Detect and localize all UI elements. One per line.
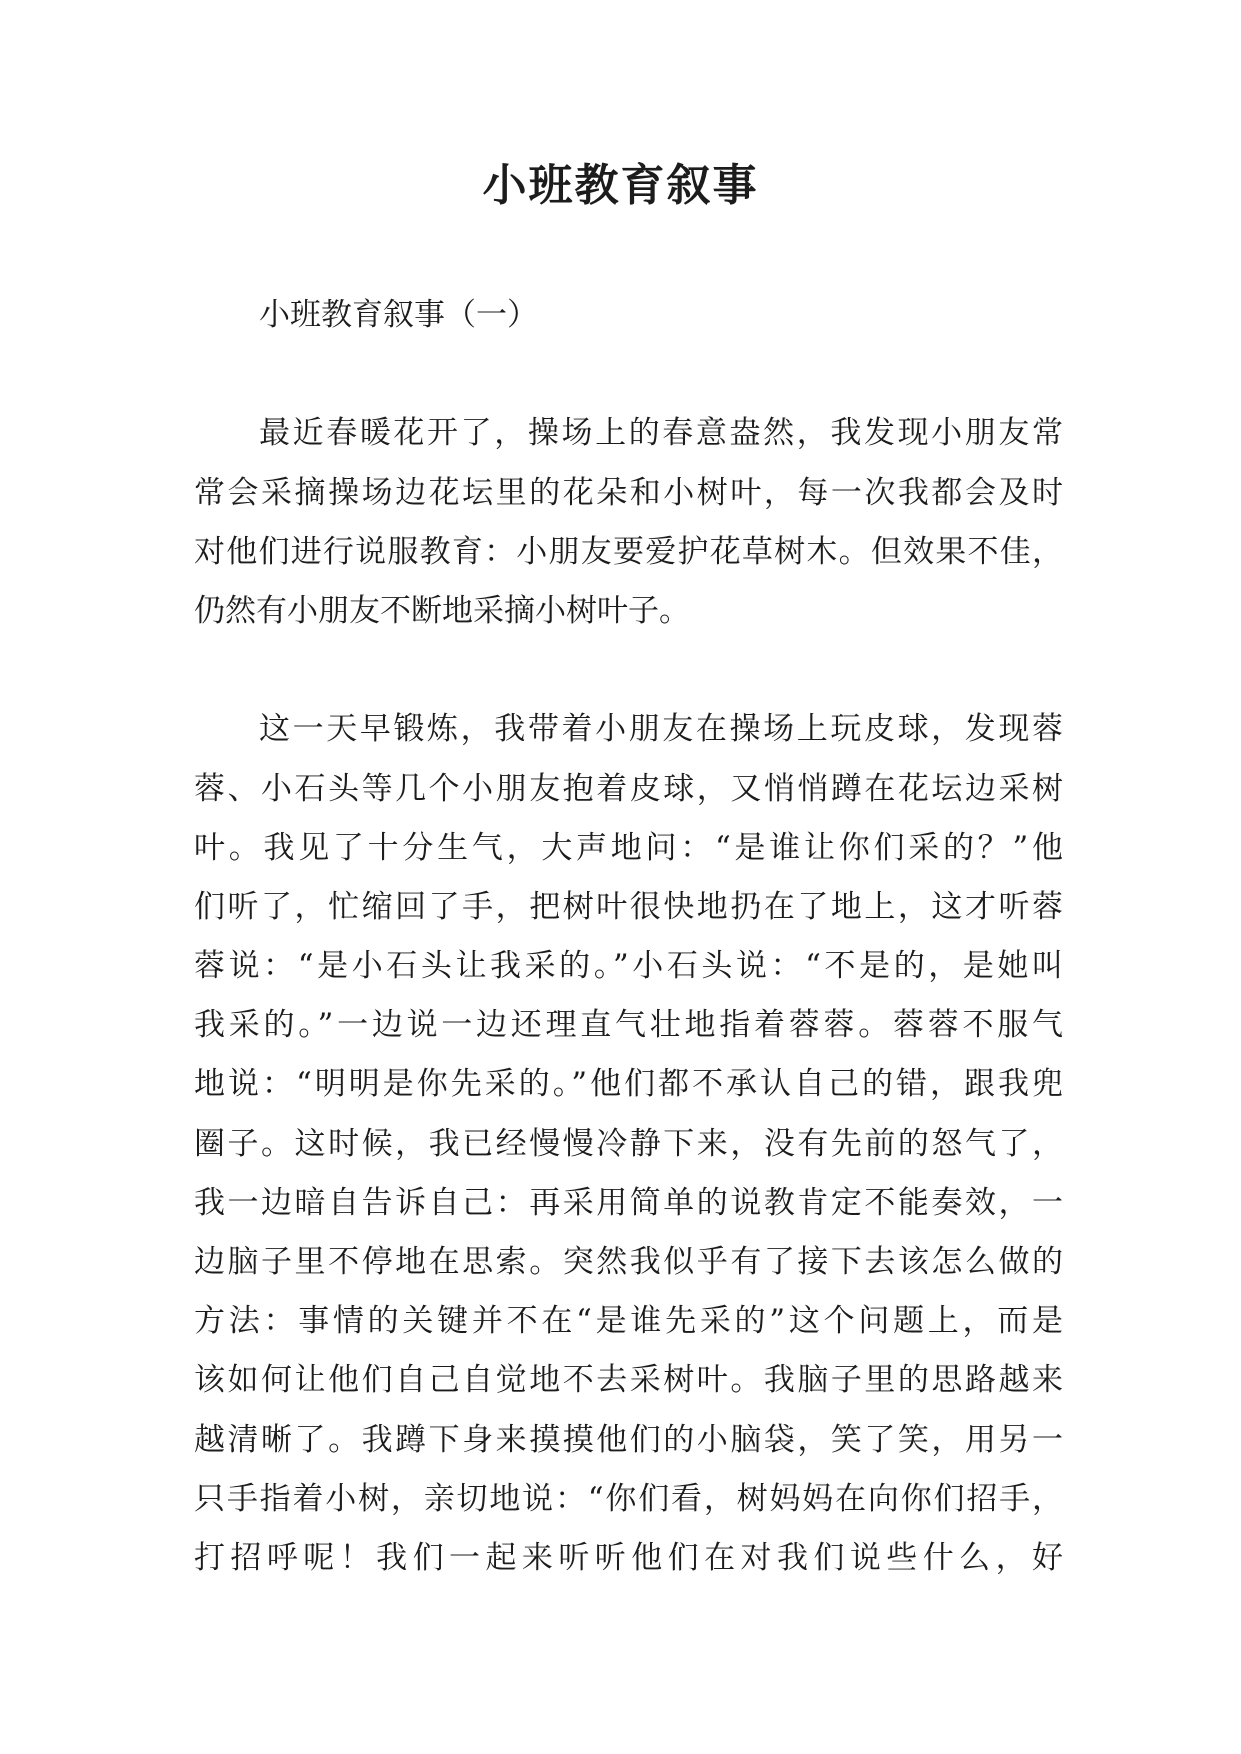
paragraph-line: 仍然有小朋友不断地采摘小树叶子。 (194, 592, 690, 629)
paragraph-spacer (194, 641, 1063, 700)
paragraph-2 (194, 700, 1063, 1588)
paragraph-line: 最近春暖花开了，操场上的春意盎然，我发现小朋友常 (259, 415, 1063, 452)
section-heading: 小班教育叙事（一） (259, 297, 538, 333)
paragraph-spacer (194, 345, 1063, 404)
paragraph-line: 蓉、小石头等几个小朋友抱着皮球，又悄悄蹲在花坛边采树 (194, 770, 1063, 807)
paragraph-line: 对他们进行说服教育：小朋友要爱护花草树木。但效果不佳， (194, 533, 1063, 570)
paragraph-line: 们听了，忙缩回了手，把树叶很快地扔在了地上，这才听蓉 (194, 888, 1063, 925)
document-title: 小班教育叙事 (482, 160, 759, 211)
paragraph-line: 地说：“明明是你先采的。”他们都不承认自己的错，跟我兜 (194, 1066, 1063, 1103)
paragraph-line: 我一边暗自告诉自己：再采用简单的说教肯定不能奏效，一 (194, 1184, 1063, 1221)
paragraph-line: 圈子。这时候，我已经慢慢冷静下来，没有先前的怒气了， (194, 1125, 1063, 1162)
paragraph-line: 打招呼呢！我们一起来听听他们在对我们说些什么，好 (194, 1539, 1063, 1576)
paragraph-line: 只手指着小树，亲切地说：“你们看，树妈妈在向你们招手， (194, 1480, 1063, 1517)
paragraph-line: 常会采摘操场边花坛里的花朵和小树叶，每一次我都会及时 (194, 474, 1063, 511)
paragraph-line: 这一天早锻炼，我带着小朋友在操场上玩皮球，发现蓉 (259, 711, 1063, 748)
paragraph-line: 叶。我见了十分生气，大声地问：“是谁让你们采的？”他 (194, 829, 1063, 866)
paragraph-line: 边脑子里不停地在思索。突然我似乎有了接下去该怎么做的 (194, 1244, 1063, 1280)
paragraph-line: 方法：事情的关键并不在“是谁先采的”这个问题上，而是 (194, 1303, 1063, 1340)
paragraph-line: 越清晰了。我蹲下身来摸摸他们的小脑袋，笑了笑，用另一 (194, 1421, 1063, 1458)
paragraph-1 (194, 404, 1063, 641)
document-body (194, 286, 1063, 1588)
paragraph-line: 该如何让他们自己自觉地不去采树叶。我脑子里的思路越来 (194, 1362, 1063, 1399)
paragraph-line: 我采的。”一边说一边还理直气壮地指着蓉蓉。蓉蓉不服气 (194, 1007, 1063, 1044)
paragraph-line: 蓉说：“是小石头让我采的。”小石头说：“不是的，是她叫 (194, 948, 1063, 985)
